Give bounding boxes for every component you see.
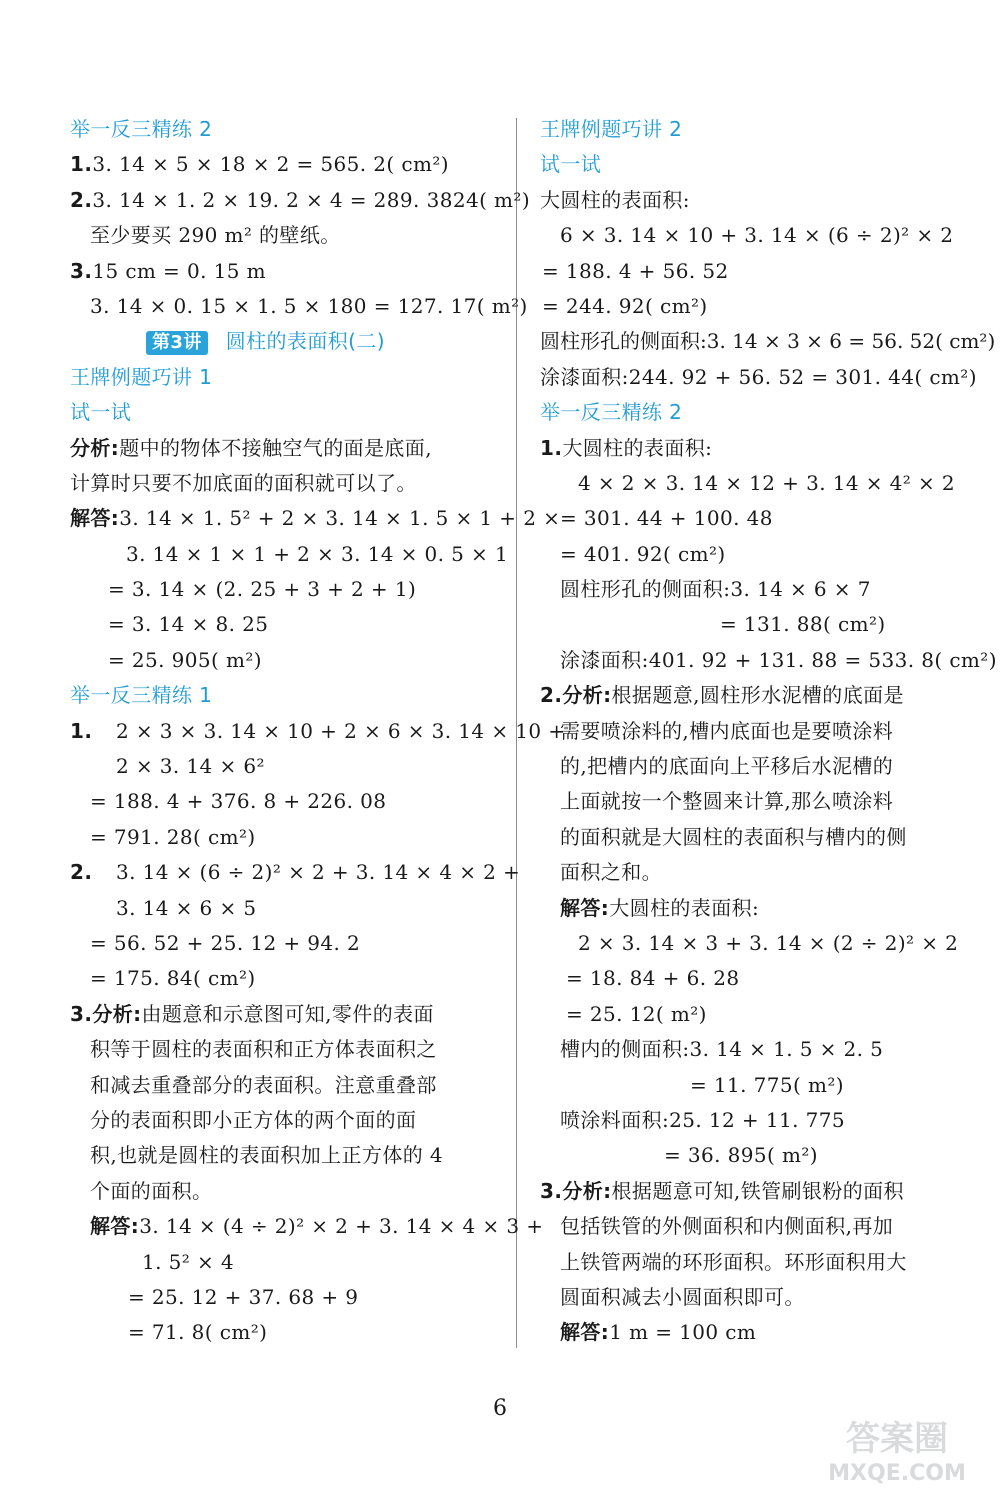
analysis-line: 个面的面积。 [90, 1178, 213, 1203]
solution-line: = 36. 895( m²) [664, 1143, 818, 1168]
analysis-line: 需要喷涂料的,槽内底面也是要喷涂料 [560, 718, 894, 743]
analysis-line: 3.分析:由题意和示意图可知,零件的表面 [70, 1001, 434, 1026]
analysis-line: 和减去重叠部分的表面积。注意重叠部 [90, 1072, 437, 1097]
solution-line: 2 × 3. 14 × 3 + 3. 14 × (2 ÷ 2)² × 2 [578, 930, 959, 955]
analysis-line: 的面积就是大圆柱的表面积与槽内的侧 [560, 824, 907, 849]
watermark-logo [805, 1410, 990, 1488]
answer-line: 4 × 2 × 3. 14 × 12 + 3. 14 × 4² × 2 [578, 470, 955, 495]
answer-line: 涂漆面积:244. 92 + 56. 52 = 301. 44( cm²) [540, 364, 977, 389]
solution-line: = 11. 775( m²) [690, 1072, 844, 1097]
section-heading: 举一反三精练 2 [70, 117, 213, 141]
section-heading: 王牌例题巧讲 1 [70, 364, 213, 389]
answer-line: 2 × 3. 14 × 6² [116, 754, 265, 779]
analysis-line: 3.分析:根据题意可知,铁管刷银粉的面积 [540, 1178, 904, 1203]
analysis-line: 积等于圆柱的表面积和正方体表面积之 [90, 1037, 437, 1062]
solution-line: = 25. 905( m²) [108, 647, 262, 672]
lesson-badge: 第3讲 [146, 331, 208, 355]
answer-line: = 56. 52 + 25. 12 + 94. 2 [90, 930, 361, 955]
analysis-line: 分的表面积即小正方体的两个面的面 [90, 1107, 417, 1132]
solution-line: = 3. 14 × (2. 25 + 3 + 2 + 1) [108, 577, 417, 602]
answer-line: 2. 3. 14 × (6 ÷ 2)² × 2 + 3. 14 × 4 × 2 + [70, 860, 521, 885]
answer-line: 3.15 cm = 0. 15 m [70, 258, 266, 283]
solution-line: 解答:1 m = 100 cm [560, 1320, 757, 1345]
solution-line: 解答:大圆柱的表面积: [560, 895, 760, 920]
analysis-line: 包括铁管的外侧面积和内侧面积,再加 [560, 1214, 894, 1239]
solution-line: = 25. 12( m²) [566, 1001, 707, 1026]
watermark-text: 答案圈 [846, 1419, 948, 1459]
answer-line: = 188. 4 + 376. 8 + 226. 08 [90, 789, 387, 814]
answer-line: 1. 2 × 3 × 3. 14 × 10 + 2 × 6 × 3. 14 × 10 + [70, 718, 566, 743]
answer-line: = 301. 44 + 100. 48 [560, 506, 773, 531]
left-column [70, 112, 566, 1351]
answer-line: = 188. 4 + 56. 52 [542, 258, 729, 283]
subsection-heading: 试一试 [540, 152, 602, 177]
lesson-title: 第3讲 圆柱的表面积(二) [70, 324, 500, 359]
answer-line: 3. 14 × 6 × 5 [116, 895, 257, 920]
solution-line: 喷涂料面积:25. 12 + 11. 775 [560, 1107, 845, 1132]
answer-line: 至少要买 290 m² 的壁纸。 [90, 223, 341, 248]
solution-line: 1. 5² × 4 [142, 1249, 234, 1274]
solution-line: = 71. 8( cm²) [128, 1320, 268, 1345]
watermark-url: MXQE.COM [828, 1461, 966, 1486]
subsection-heading: 试一试 [70, 400, 132, 425]
right-column [540, 112, 997, 1351]
answer-line: 圆柱形孔的侧面积:3. 14 × 6 × 7 [560, 577, 871, 602]
answer-line: = 175. 84( cm²) [90, 966, 256, 991]
answer-line: = 791. 28( cm²) [90, 824, 256, 849]
solution-line: 槽内的侧面积:3. 14 × 1. 5 × 2. 5 [560, 1037, 884, 1062]
solution-line: 3. 14 × 1 × 1 + 2 × 3. 14 × 0. 5 × 1 [126, 541, 509, 566]
solution-line: 解答:3. 14 × (4 ÷ 2)² × 2 + 3. 14 × 4 × 3 + [90, 1214, 544, 1239]
analysis-line: 上面就按一个整圆来计算,那么喷涂料 [560, 789, 894, 814]
answer-line: = 401. 92( cm²) [560, 541, 726, 566]
answer-line: 1.大圆柱的表面积: [540, 435, 713, 460]
answer-line: 6 × 3. 14 × 10 + 3. 14 × (6 ÷ 2)² × 2 [560, 223, 954, 248]
analysis-line: 分析:题中的物体不接触空气的面是底面, [70, 435, 432, 460]
analysis-line: 的,把槽内的底面向上平移后水泥槽的 [560, 754, 894, 779]
solution-line: = 18. 84 + 6. 28 [566, 966, 740, 991]
solution-line: 解答:3. 14 × 1. 5² + 2 × 3. 14 × 1. 5 × 1 + 2 × [70, 506, 561, 531]
analysis-line: 2.分析:根据题意,圆柱形水泥槽的底面是 [540, 683, 904, 708]
answer-line: 1.3. 14 × 5 × 18 × 2 = 565. 2( cm²) [70, 152, 449, 177]
analysis-line: 上铁管两端的环形面积。环形面积用大 [560, 1249, 907, 1274]
answer-line: 2.3. 14 × 1. 2 × 19. 2 × 4 = 289. 3824( m²) [70, 187, 531, 212]
section-heading: 举一反三精练 2 [540, 400, 683, 425]
answer-line: 大圆柱的表面积: [540, 187, 690, 212]
analysis-line: 面积之和。 [560, 860, 662, 885]
answer-line: 3. 14 × 0. 15 × 1. 5 × 180 = 127. 17( m²) [90, 293, 528, 318]
answer-line: 圆柱形孔的侧面积:3. 14 × 3 × 6 = 56. 52( cm²) [540, 329, 996, 354]
solution-line: = 25. 12 + 37. 68 + 9 [128, 1284, 359, 1309]
answer-line: 涂漆面积:401. 92 + 131. 88 = 533. 8( cm²) [560, 647, 997, 672]
analysis-line: 积,也就是圆柱的表面积加上正方体的 4 [90, 1143, 444, 1168]
answer-line: = 131. 88( cm²) [720, 612, 886, 637]
analysis-line: 圆面积减去小圆面积即可。 [560, 1284, 805, 1309]
analysis-line: 计算时只要不加底面的面积就可以了。 [70, 470, 417, 495]
page-number: 6 [493, 1396, 507, 1421]
section-heading: 举一反三精练 1 [70, 683, 213, 708]
section-heading: 王牌例题巧讲 2 [540, 117, 683, 141]
solution-line: = 3. 14 × 8. 25 [108, 612, 269, 637]
answer-line: = 244. 92( cm²) [542, 293, 708, 318]
